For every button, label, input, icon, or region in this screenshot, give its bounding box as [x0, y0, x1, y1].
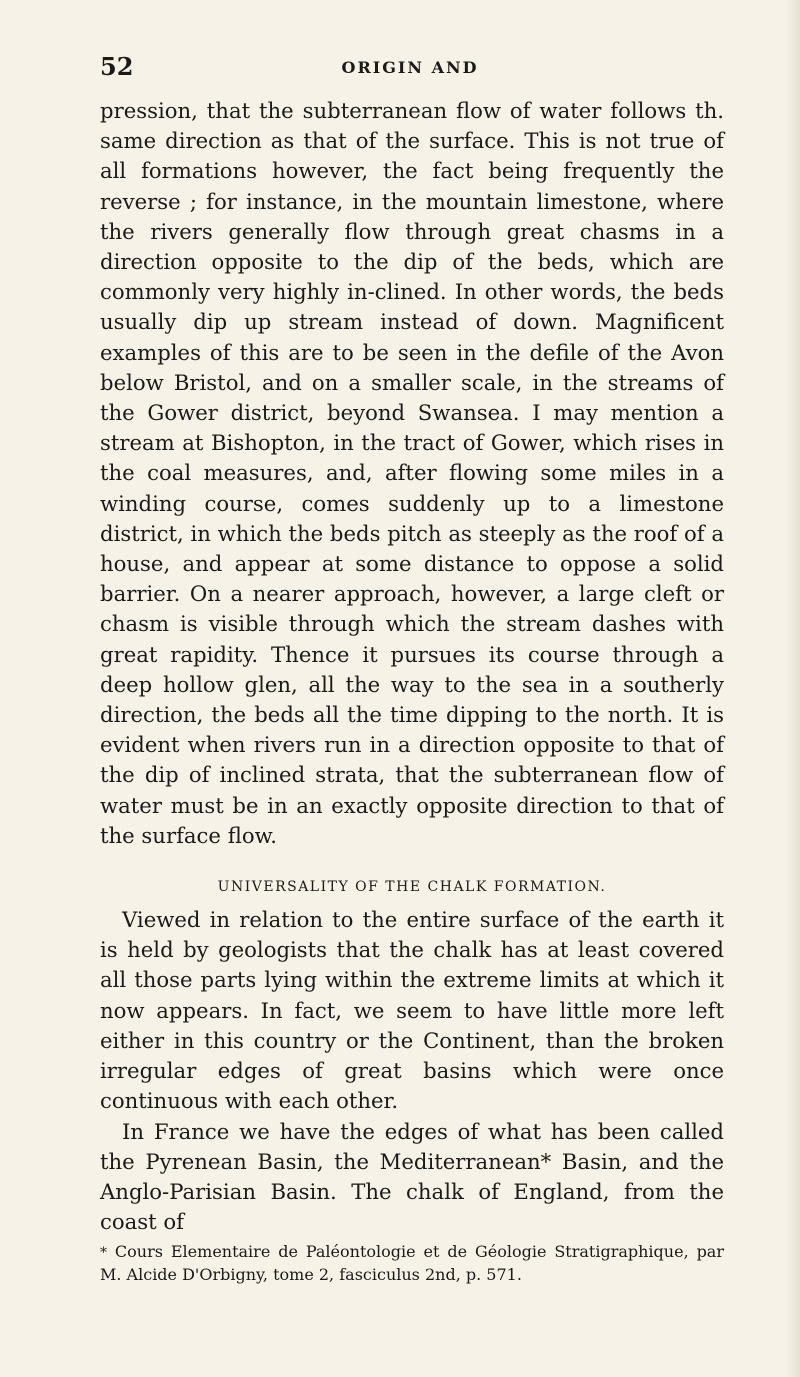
page-number: 52 [100, 52, 134, 81]
page-body [100, 96, 724, 1285]
footnote-text: Cours Elementaire de Paléontologie et de Géologie Stratigraphique, par M. Alcide D'Orbigny, tome 2, fasciculus 2nd, p. 571. [100, 1242, 724, 1285]
section-paragraph: In France we have the edges of what has been called the Pyrenean Basin, the Mediterranean* Basin, and the Anglo-Parisian Basin. The chalk of England, from the coast of [100, 1118, 724, 1235]
running-head: ORIGIN AND [341, 58, 479, 77]
scan-edge-shadow [786, 0, 800, 1377]
section-heading: UNIVERSALITY OF THE CHALK FORMATION. [217, 879, 607, 896]
page-header [100, 52, 720, 82]
section-paragraph: Viewed in relation to the entire surface of the earth it is held by geologists that the chalk has at least covered all those parts lying within the extreme limits at which it now appears. In fact, we seem to have little more left either in this country or the Continent, than the broken irregular edges of great basins which were once continuous with each other. [100, 907, 724, 1114]
body-paragraph: pression, that the subterranean flow of water follows th. same direction as that of the surface. This is not true of all formations however, the fact being frequently the reverse ; for instance, in the mountain limestone, where the rivers generally flow through great chasms in a direction opposite to the dip of the beds, which are commonly very highly in-clined. In other words, the beds usually dip up stream instead of down. Magnificent examples of this are to be seen in the defile of the Avon below Bristol, and on a smaller scale, in the streams of the Gower district, beyond Swansea. I may mention a stream at Bishopton, in the tract of Gower, which rises in the coal measures, and, after flowing some miles in a winding course, comes suddenly up to a limestone district, in which the beds pitch as steeply as the roof of a house, and appear at some distance to oppose a solid barrier. On a nearer approach, however, a large cleft or chasm is visible through which the stream dashes with great rapidity. Thence it pursues its course through a deep hollow glen, all the way to the sea in a southerly direction, the beds all the time dipping to the north. It is evident when rivers run in a direction opposite to that of the dip of inclined strata, that the subterranean flow of water must be in an exactly opposite direction to that of the surface flow. [100, 98, 724, 848]
footnote [100, 1241, 724, 1285]
footnote-marker: * [100, 1245, 107, 1262]
